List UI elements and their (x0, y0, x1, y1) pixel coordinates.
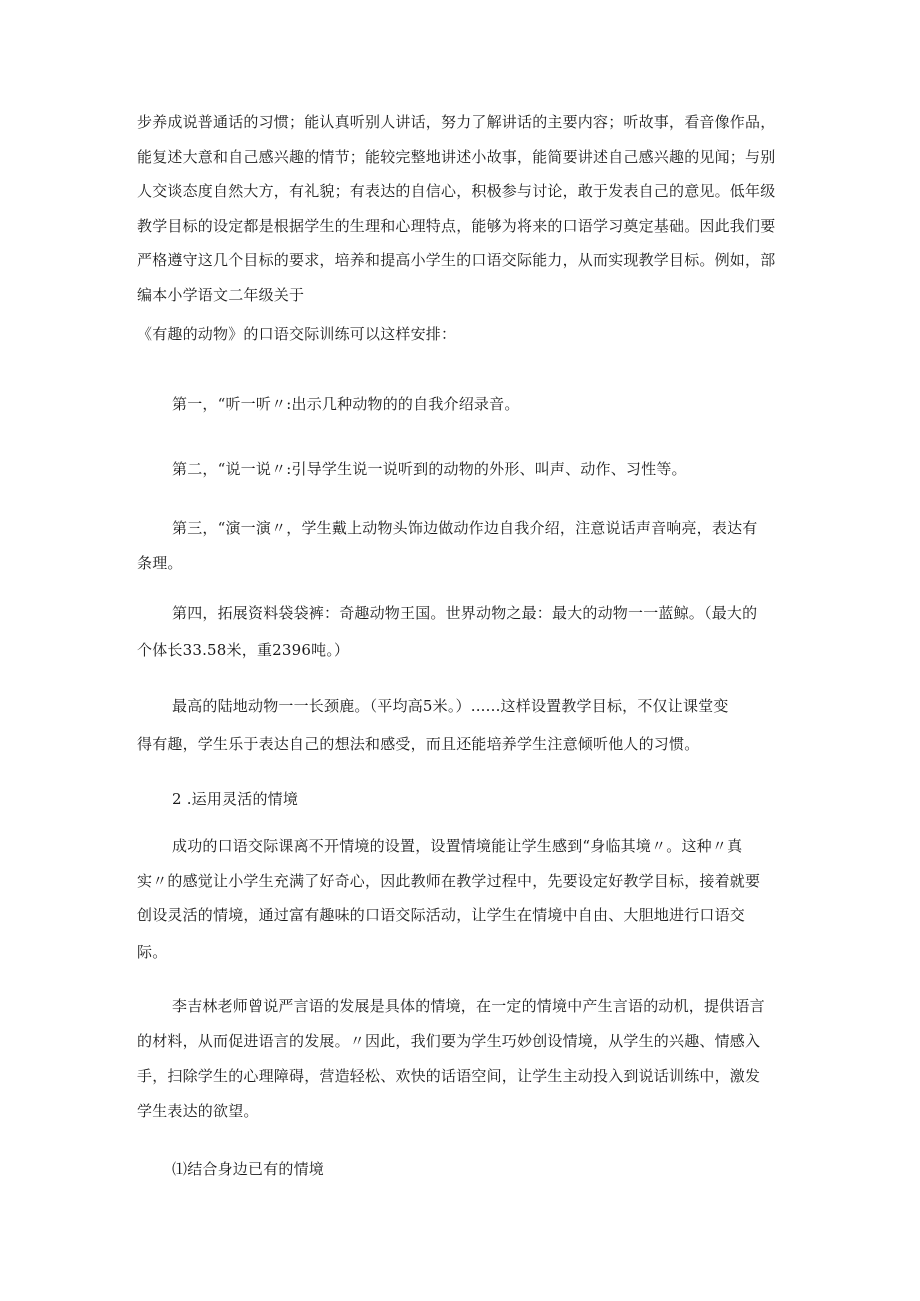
paragraph-line: 的材料，从而促进语言的发展。〃因此，我们要为学生巧妙创设情境，从学生的兴趣、情感入 (137, 1032, 761, 1050)
paragraph-line: 创设灵活的情境，通过富有趣味的口语交际活动，让学生在情境中自由、大胆地进行口语交 (137, 906, 746, 924)
paragraph-line: 步养成说普通话的习惯；能认真听别人讲话，努力了解讲话的主要内容；听故事，看音像作品， (137, 113, 776, 131)
paragraph-line: 教学目标的设定都是根据学生的生理和心理特点，能够为将来的口语学习奠定基础。因此我们要 (137, 217, 776, 235)
paragraph-line: 学生表达的欲望。 (137, 1102, 259, 1120)
paragraph-line: 第二，“说一说〃:引导学生说一说听到的动物的外形、叫声、动作、习性等。 (172, 460, 687, 478)
paragraph-line: 第一，“听一听〃:出示几种动物的的自我介绍录音。 (172, 395, 520, 413)
section-heading: 2 .运用灵活的情境 (172, 790, 299, 808)
paragraph-line: 编本小学语文二年级关于 (137, 286, 305, 304)
paragraph-line: 《有趣的动物》的口语交际训练可以这样安排： (137, 325, 457, 343)
paragraph-line: 第三，“演一演〃，学生戴上动物头饰边做动作边自我介绍，注意说话声音响亮，表达有 (172, 519, 758, 537)
paragraph-line: 实〃的感觉让小学生充满了好奇心，因此教师在教学过程中，先要设定好教学目标，接着就要 (137, 872, 761, 890)
paragraph-line: 条理。 (137, 554, 183, 572)
paragraph-line: 手，扫除学生的心理障碍，营造轻松、欢快的话语空间，让学生主动投入到说话训练中，激发 (137, 1067, 761, 1085)
paragraph-line: 李吉林老师曾说严言语的发展是具体的情境，在一定的情境中产生言语的动机，提供语言 (172, 997, 765, 1015)
paragraph-line: 得有趣，学生乐于表达自己的想法和感受，而且还能培养学生注意倾听他人的习惯。 (137, 735, 700, 753)
paragraph-line: 个体长33.58米，重2396吨。） (137, 641, 350, 659)
subsection-heading: ⑴结合身边已有的情境 (172, 1160, 325, 1178)
paragraph-line: 最高的陆地动物一一长颈鹿。（平均高5米。）......这样设置教学目标，不仅让课堂变 (172, 697, 729, 715)
paragraph-line: 成功的口语交际课离不开情境的设置，设置情境能让学生感到“身临其境〃。这种〃真 (172, 837, 743, 855)
paragraph-line: 第四，拓展资料袋袋裤：奇趣动物王国。世界动物之最：最大的动物一一蓝鲸。（最大的 (172, 604, 758, 622)
paragraph-line: 能复述大意和自己感兴趣的情节；能较完整地讲述小故事，能简要讲述自己感兴趣的见闻；与别 (137, 148, 776, 166)
paragraph-line: 严格遵守这几个目标的要求，培养和提高小学生的口语交际能力，从而实现教学目标。例如，部 (137, 251, 776, 269)
paragraph-line: 人交谈态度自然大方，有礼貌；有表达的自信心，积极参与讨论，敢于发表自己的意见。低年级 (137, 182, 776, 200)
paragraph-line: 际。 (137, 943, 168, 961)
